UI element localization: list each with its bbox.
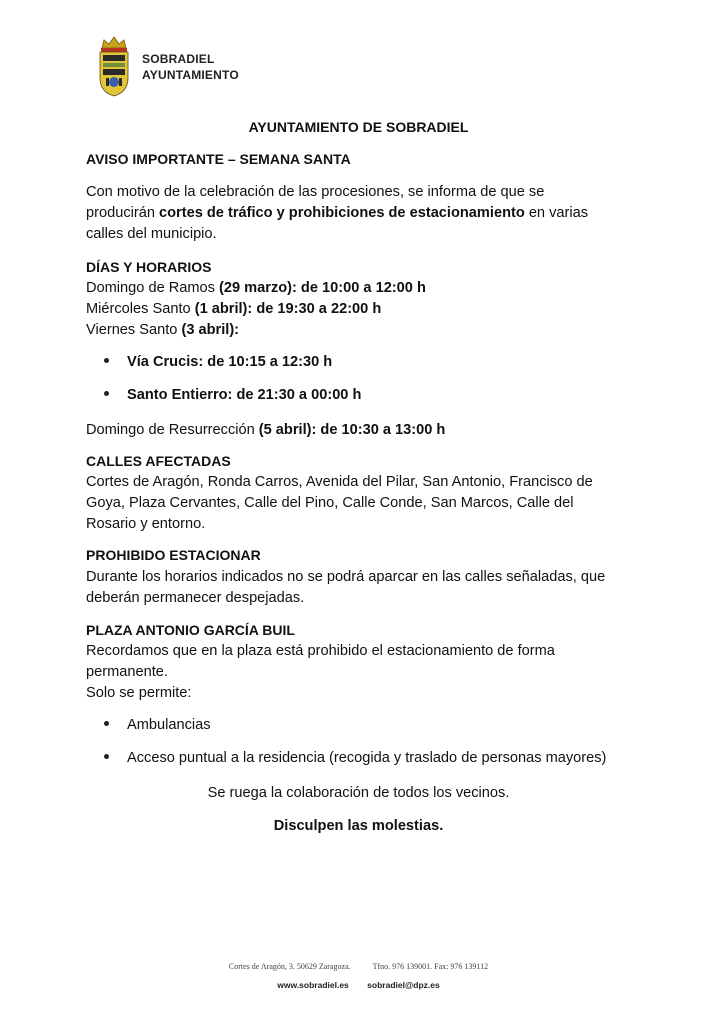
footer-email-link[interactable]: sobradiel@dpz.es xyxy=(367,980,440,990)
parking-heading: PROHIBIDO ESTACIONAR xyxy=(86,547,261,563)
footer-phone: Tfno. 976 139001. Fax: 976 139112 xyxy=(372,962,489,971)
streets-paragraph xyxy=(86,472,646,535)
logo-line1: SOBRADIEL xyxy=(142,52,215,66)
bullet-ambulancias: Ambulancias xyxy=(104,717,211,733)
schedule-miercoles: Miércoles Santo (1 abril): de 19:30 a 22:00 h xyxy=(86,301,382,317)
streets-line: Goya, Plaza Cervantes, Calle del Pino, Calle Conde, San Marcos, Calle del xyxy=(86,495,574,511)
intro-paragraph xyxy=(86,182,646,245)
plaza-line: Solo se permite: xyxy=(86,685,192,701)
footer-links xyxy=(0,980,717,990)
schedule-viernes: Viernes Santo (3 abril): xyxy=(86,322,240,338)
footer-address: Cortes de Aragón, 3. 50629 Zaragoza. xyxy=(228,962,351,971)
footer-address-line xyxy=(0,962,717,971)
schedule-list xyxy=(86,278,646,341)
plaza-line: permanente. xyxy=(86,664,168,680)
bullet-residencia: Acceso puntual a la residencia (recogida y traslado de personas mayores) xyxy=(104,750,606,766)
streets-line: Rosario y entorno. xyxy=(86,516,206,532)
schedule-resurreccion: Domingo de Resurrección (5 abril): de 10:30 a 13:00 h xyxy=(86,422,446,438)
streets-heading: CALLES AFECTADAS xyxy=(86,453,231,469)
municipal-logo xyxy=(96,34,246,100)
parking-paragraph xyxy=(86,567,646,609)
intro-line: Con motivo de la celebración de las procesiones, se informa de que se xyxy=(86,184,545,200)
intro-line: producirán cortes de tráfico y prohibiciones de estacionamiento en varias xyxy=(86,205,589,221)
closing-apology: Disculpen las molestias. xyxy=(273,818,444,834)
bullet-santo-entierro: Santo Entierro: de 21:30 a 00:00 h xyxy=(104,387,361,403)
page-title: AYUNTAMIENTO DE SOBRADIEL xyxy=(248,119,469,135)
logo-line2: AYUNTAMIENTO xyxy=(142,68,239,82)
intro-line: calles del municipio. xyxy=(86,226,217,242)
plaza-paragraph xyxy=(86,641,646,704)
coat-of-arms-icon xyxy=(96,34,132,98)
bullet-via-crucis: Vía Crucis: de 10:15 a 12:30 h xyxy=(104,354,332,370)
streets-line: Cortes de Aragón, Ronda Carros, Avenida del Pilar, San Antonio, Francisco de xyxy=(86,474,593,490)
closing-request: Se ruega la colaboración de todos los vecinos. xyxy=(207,785,510,801)
parking-line: deberán permanecer despejadas. xyxy=(86,590,305,606)
schedule-ramos: Domingo de Ramos (29 marzo): de 10:00 a 12:00 h xyxy=(86,280,426,296)
notice-title: AVISO IMPORTANTE – SEMANA SANTA xyxy=(86,151,351,167)
plaza-heading: PLAZA ANTONIO GARCÍA BUIL xyxy=(86,622,295,638)
parking-line: Durante los horarios indicados no se podrá aparcar en las calles señaladas, que xyxy=(86,569,606,585)
plaza-line: Recordamos que en la plaza está prohibido el estacionamiento de forma xyxy=(86,643,555,659)
footer-web-link[interactable]: www.sobradiel.es xyxy=(277,980,349,990)
schedule-heading: DÍAS Y HORARIOS xyxy=(86,259,212,275)
